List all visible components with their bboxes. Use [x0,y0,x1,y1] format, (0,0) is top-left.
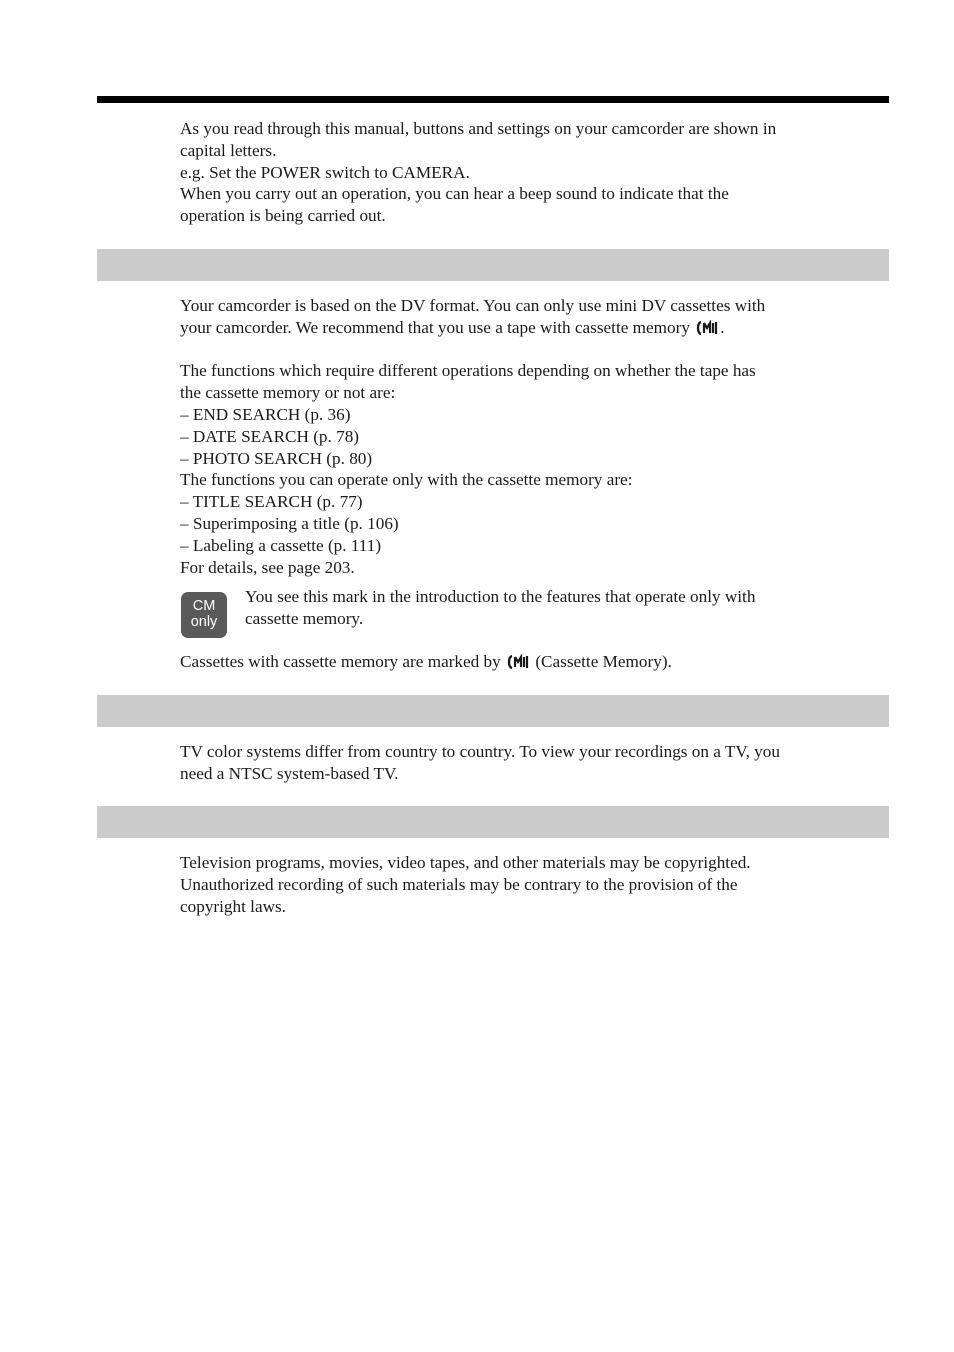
cm-only-badge [181,592,227,638]
section-bar-copyright [97,806,889,838]
functions-intro-line: the cassette memory or not are: [180,383,396,403]
badge-line: only [190,614,218,630]
section-bar-tv [97,695,889,727]
top-rule [97,96,889,103]
badge-description [245,586,885,630]
copyright-line: Unauthorized recording of such materials may be contrary to the provision of the [180,874,738,894]
intro-line: capital letters. [180,140,277,160]
cassette-paragraph-end: . [720,317,725,337]
tv-line: need a NTSC system-based TV. [180,763,399,783]
cassette-mark-suffix: (Cassette Memory). [535,652,672,671]
badge-description-line: You see this mark in the introduction to the features that operate only with [245,587,756,606]
cassette-mark-line [180,651,892,673]
badge-description-line: cassette memory. [245,608,364,628]
intro-line: As you read through this manual, buttons and settings on your camcorder are shown in [180,119,777,138]
tv-line: TV color systems differ from country to country. To view your recordings on a TV, you [180,742,780,761]
copyright-section-text [180,852,892,917]
cassette-paragraph-line: Your camcorder is based on the DV format. You can only use mini DV cassettes with [180,296,766,315]
intro-line: operation is being carried out. [180,206,386,226]
details-line: For details, see page 203. [180,557,355,577]
functions-intro-line: The functions which require different operations depending on whether the tape has [180,361,756,381]
intro-line: When you carry out an operation, you can hear a beep sound to indicate that the [180,184,729,204]
list-item: – DATE SEARCH (p. 78) [180,426,360,446]
blank-line [180,339,892,361]
copyright-line: copyright laws. [180,896,286,916]
list-item: – PHOTO SEARCH (p. 80) [180,448,373,468]
tv-section-text [180,741,892,785]
intro-example: e.g. Set the POWER switch to CAMERA. [180,162,470,182]
cassette-paragraph-text: your camcorder. We recommend that you use a tape with cassette memory [180,317,690,337]
cassette-memory-icon [695,320,719,336]
section-bar-cassettes [97,249,889,281]
badge-line: CM [192,598,216,614]
functions-cm-only-line: The functions you can operate only with the cassette memory are: [180,470,633,490]
cassette-section-text [180,295,892,578]
list-item: – Labeling a cassette (p. 111) [180,535,382,555]
list-item: – Superimposing a title (p. 106) [180,513,399,533]
cassette-paragraph-line [180,317,892,339]
list-item: – TITLE SEARCH (p. 77) [180,492,363,512]
cassette-mark-prefix: Cassettes with cassette memory are marked by [180,652,501,671]
copyright-line: Television programs, movies, video tapes, and other materials may be copyrighted. [180,853,751,872]
list-item: – END SEARCH (p. 36) [180,404,351,424]
intro-text [180,118,892,227]
cassette-mark-note [180,651,892,673]
cassette-memory-icon [506,654,530,670]
